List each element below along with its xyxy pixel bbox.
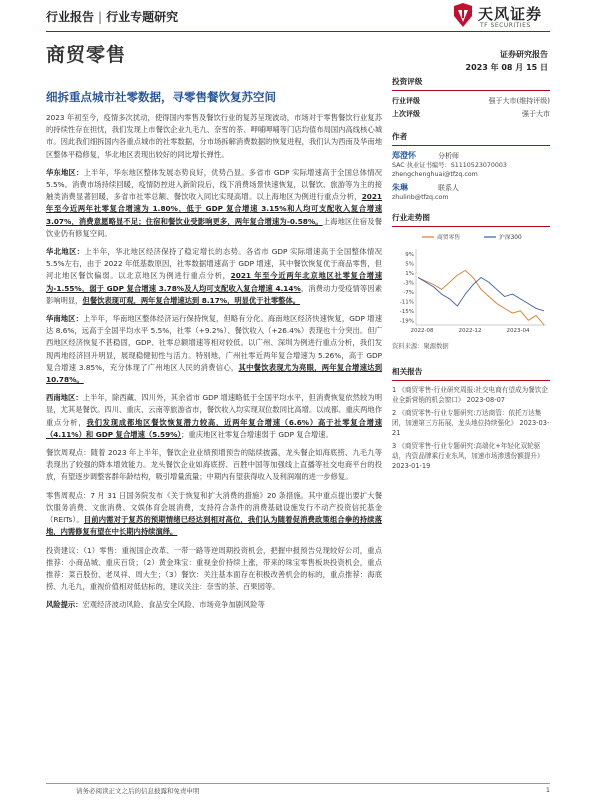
- y-tick-label: 1%: [405, 270, 414, 277]
- header-divider: [46, 31, 550, 32]
- chart-legend: [422, 233, 522, 241]
- related-report-title[interactable]: 1 《商贸零售-行业研究周报:社交电商有望成为餐饮企业全新营销的机会窗口》: [392, 386, 548, 404]
- legend-label: 沪深300: [499, 235, 522, 241]
- page-number: 1: [545, 786, 550, 794]
- rating-header: 投资评级: [392, 76, 550, 91]
- related-report[interactable]: [392, 441, 550, 471]
- chart-x-axis: [411, 325, 546, 334]
- analyst-2-email[interactable]: zhulinb@tfzq.com: [392, 194, 449, 201]
- related-reports: [392, 366, 550, 471]
- report-date: 2023 年 08 月 15 日: [465, 63, 548, 72]
- chart-lines: [418, 270, 544, 325]
- y-tick-label: 9%: [405, 251, 414, 258]
- report-subtitle: 细拆重点城市社零数据，寻零售餐饮复苏空间: [46, 90, 276, 104]
- east-china-paragraph: [46, 167, 382, 240]
- footer: [46, 783, 550, 795]
- related-report[interactable]: [392, 408, 550, 438]
- industry-rating-row: [392, 95, 550, 108]
- southwest-paragraph: [46, 392, 382, 441]
- southwest-lead: 西南地区：: [46, 393, 83, 403]
- company-logo: [452, 2, 572, 32]
- risk-label: 风险提示：: [46, 600, 83, 610]
- analyst-1-role: 分析师: [438, 152, 459, 160]
- north-china-paragraph: [46, 246, 382, 307]
- y-tick-label: -3%: [403, 280, 414, 287]
- south-china-paragraph: [46, 313, 382, 386]
- previous-rating-label: 上次评级: [392, 110, 420, 118]
- previous-rating-value: 强于大市: [522, 110, 550, 118]
- industry-trend-chart: [392, 212, 550, 350]
- x-tick-label: 2022-08: [410, 328, 434, 334]
- north-china-highlight-2: 但餐饮表现可观，两年复合增速达到 8.17%，明显优于社零整体。: [82, 295, 301, 305]
- related-report-date: 2023-01-19: [392, 462, 431, 470]
- analyst-2: [392, 182, 550, 202]
- risk-paragraph: [46, 599, 382, 611]
- analyst-1: [392, 150, 550, 179]
- analyst-1-sac: SAC 执业证书编号：S1110523070003: [392, 162, 507, 169]
- south-china-lead: 华南地区：: [46, 314, 83, 324]
- east-china-text: 上半年，华东地区整体发展态势良好，优势凸显。多省市 GDP 实际增速高于全国总体情况 5.5%。消费市场持续回暖，疫情防控进入新阶段后，线下消费场景快速恢复，以餐饮、旅游等为主的接触类消费显著回暖，多省市社零总额、餐饮收入同比实现高增。以上海地区为例进行重点分析，: [46, 167, 383, 202]
- x-tick-label: 2023-04: [506, 328, 530, 334]
- sidebar: [392, 76, 550, 474]
- report-category: [46, 8, 178, 25]
- southwest-text: 上半年，除西藏、四川外，其余省市 GDP 增速略低于全国平均水平，但消费恢复依然较为明显，尤其是餐饮。四川、重庆、云南等旅游省市，餐饮收入均实现双位数同比高增。以成都、重庆两地作重点分析，: [46, 393, 382, 427]
- series-line: [418, 270, 544, 325]
- southwest-highlight: 我们发现成都地区餐饮恢复潜力较高，近两年复合增速（6.6%）高于社零复合增速（4.11%）和 GDP 复合增速（5.59%）: [46, 417, 382, 439]
- logo-en: TF SECURITIES: [480, 22, 531, 29]
- east-china-lead: 华东地区：: [46, 167, 84, 177]
- trend-chart-svg: [392, 231, 550, 339]
- y-tick-label: 5%: [405, 261, 414, 268]
- related-report-title[interactable]: 3 《商贸零售-行业专题研究:高端化+年轻化双轮驱动，内资品牌乘行业东风，加速市场渗透份额提升》: [392, 442, 544, 460]
- subcategory-label: 行业专题研究: [106, 10, 179, 24]
- category-label: 行业报告: [46, 10, 95, 24]
- retail-view-highlight: 目前内需对于复苏的预期情绪已经达到相对高位，我们认为随着促消费政策组合拳的持续落地，内需修复有望在中长期内持续演绎。: [46, 515, 383, 537]
- related-report-title[interactable]: 2 《商贸零售-行业专题研究:万达商管：依托万达集团，加速第三方拓展，龙头地位持续强化》: [392, 409, 542, 427]
- chart-y-axis: [400, 249, 416, 325]
- y-tick-label: -7%: [403, 289, 414, 296]
- north-china-highlight: 2021 年至今近两年北京地区社零复合增速为-1.55%，弱于 GDP 复合增速 3.78%及人均可支配收入复合增速 4.14%: [46, 271, 382, 293]
- y-tick-label: -19%: [399, 318, 414, 325]
- related-report[interactable]: [392, 385, 550, 405]
- report-type: 证券研究报告: [500, 50, 548, 59]
- report-date-block: [466, 48, 548, 74]
- north-china-lead: 华北地区：: [46, 247, 85, 257]
- analyst-2-name: 朱琳: [392, 183, 408, 192]
- y-tick-label: -11%: [399, 299, 414, 306]
- rating-label: 行业评级: [392, 97, 420, 105]
- south-china-text: 上半年，华南地区整体经济运行保持恢复，但略有分化。海南地区经济快速恢复，GDP 增速达 8.6%，远高于全国平均水平 5.5%，社零（+9.2%）、餐饮收入（+26.4%）表现也十分突出。但广西地区经济恢复不甚稳固，GDP、社零总额增速等相对较低。以广州、深圳为例进行重点分析，我们发现两地经济回升明显，展现稳健韧性与活力。特别地，广州社零近两年复合增速为 5.26%，高于 GDP 复合增速 3.85%，充分体现了广州地区人民的消费信心，: [46, 314, 382, 372]
- retail-view-text: 零售周观点：7 月 31 日国务院发布《关于恢复和扩大消费的措施》20 条措施。其中重点提出要扩大餐饮服务消费、文旅消费、文娱体育会展消费，支持符合条件的消费基础设施发行不动产投资信托基金（REITs）。: [46, 490, 382, 525]
- analyst-1-name: 郑澄怀: [392, 151, 416, 160]
- north-china-text-2: ，消费动力受疫情等因素影响明显，: [46, 283, 383, 305]
- author-section: [392, 131, 550, 202]
- related-report-date: 2023-03-21: [392, 419, 550, 437]
- page-title: 商贸零售: [46, 44, 127, 66]
- rating-value: 强于大市(维持评级): [488, 97, 550, 105]
- catering-view-paragraph: 餐饮周观点：随着 2023 年上半年，餐饮企业业绩预增预告的陆续披露，龙头餐企如海底捞、九毛九等表现出了较强的降本增效能力。龙头餐饮企业如海底捞、百胜中国等加强线上直播等社交电商平台的投放，有望逐步调整客群年龄结构，吸引增量流量；中期内有望获得收入及利润端的进一步修复。: [46, 448, 382, 482]
- series-line: [418, 278, 544, 311]
- separator: |: [98, 10, 103, 24]
- south-china-highlight: 其中餐饮表现尤为亮眼，两年复合增速达到 10.78%。: [46, 362, 383, 385]
- disclaimer-notice: 请务必阅读正文之后的信息披露和免责申明: [76, 787, 200, 795]
- retail-view-paragraph: [46, 490, 382, 539]
- previous-rating-row: [392, 108, 550, 121]
- intro-paragraph: 2023 年初至今，疫情多次扰动，使得国内零售及餐饮行业的复苏呈现波动，市场对于零售餐饮行业复苏的持续性存在担忧，我们发现上市餐饮企业九毛九、奈雪的茶、呷哺呷哺等门店均值布局国内高线核心城市。因此我们细拆国内各重点城市的社零数据，分市场拆解消费数据的恢复进程，我们认为西南及华南地区整体平稳修复，华北地区表现出较好的同比增长弹性。: [46, 113, 382, 159]
- related-header: 相关报告: [392, 366, 550, 381]
- logo-mark-icon: [452, 2, 474, 28]
- analyst-2-role: 联系人: [438, 184, 459, 192]
- legend-label: 商贸零售: [437, 235, 461, 241]
- main-body: [46, 112, 382, 618]
- author-header: 作者: [392, 131, 550, 146]
- east-china-conclusion: 上海地区住宿及餐饮业仍有修复空间。: [46, 216, 383, 238]
- risk-text: 宏观经济波动风险、食品安全风险、市场竞争加剧风险等: [82, 600, 265, 610]
- chart-header: 行业走势图: [392, 212, 550, 227]
- east-china-highlight: 2021 年至今近两年社零复合增速为 1.80%，低于 GDP 复合增速 3.15%和人均可支配收入复合增速 3.07%，消费意愿略显不足；住宿和餐饮业受影响更多，两年复合增速为-0.58%。: [46, 192, 382, 226]
- logo-cn: 天风证券: [478, 5, 543, 23]
- investment-advice-paragraph: 投资建议：（1）零售：重视国企改革、一带一路等逆周期投资机会，把握中报预告兑现较好公司，重点推荐：小商品城、重庆百货；（2）黄金珠宝：重视金价持续上涨，带来的珠宝零售板块投资机会，重点推荐：菜百股份、老凤祥、周大生；（3）餐饮：关注基本面存在积极改善机会的标的，重点推荐：海底捞、九毛九，重视价值相对低估标的，建议关注：奈雪的茶、百果园等。: [46, 545, 382, 592]
- related-report-date: 2023-08-07: [466, 396, 505, 404]
- y-tick-label: -15%: [399, 308, 414, 315]
- analyst-1-email[interactable]: zhengchenghuai@tfzq.com: [392, 171, 478, 178]
- north-china-text: 上半年，华北地区经济保持了稳定增长的态势。各省市 GDP 实际增速高于全国整体情况 5.5%左右，由于 2022 年低基数原因，社零数据增速高于 GDP 增速，其中餐饮恢复优于商品零售，但河北地区餐饮偏弱。以北京地区为例进行重点分析，: [46, 247, 382, 281]
- southwest-conclusion: ；重庆地区社零复合增速弱于 GDP 复合增速。: [181, 429, 333, 439]
- x-tick-label: 2022-12: [458, 328, 482, 334]
- chart-source: 资料来源：聚源数据: [392, 343, 449, 350]
